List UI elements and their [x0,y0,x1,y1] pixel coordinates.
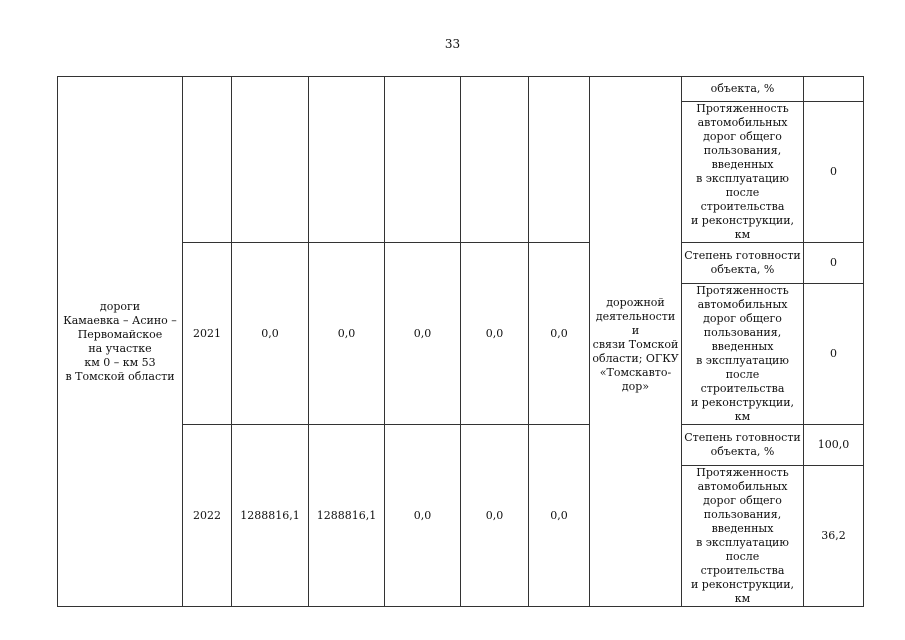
value-cell: 0,0 [461,243,529,425]
indicator-name-line: пользования, [703,144,782,157]
indicator-name-line: введенных [711,340,774,353]
executor-line: дор» [621,379,650,393]
indicator-name-line: после строительства [700,186,785,213]
indicator-name-line: объекта, % [710,82,775,95]
executor-cell [590,77,682,607]
value-cell: 0,0 [385,243,461,425]
indicator-value-cell: 0 [804,284,864,425]
indicator-name-line: введенных [711,158,774,171]
executor-line: области; ОГКУ [592,351,679,365]
indicator-name-line: в эксплуатацию [696,172,789,185]
indicator-name-cell [682,77,804,102]
indicator-value-cell [804,77,864,102]
indicator-name-line: после строительства [700,368,785,395]
indicator-name-cell [682,102,804,243]
value-cell [385,77,461,243]
value-cell: 0,0 [461,425,529,607]
indicator-name-line: и реконструкции, км [690,578,795,605]
page-number: 33 [444,37,461,51]
indicator-name-line: Степень готовности [684,431,801,444]
indicator-name-line: автомобильных [697,298,788,311]
indicator-value-cell: 0 [804,102,864,243]
value-cell: 0,0 [309,243,385,425]
object-name-line: в Томской области [65,369,175,383]
indicator-name-line: автомобильных [697,116,788,129]
indicator-name-line: и реконструкции, км [690,396,795,423]
indicator-name-line: пользования, [703,508,782,521]
indicator-name-cell [682,284,804,425]
indicator-name-cell [682,466,804,607]
executor-line: дорожной [606,295,665,309]
object-name-line: на участке [88,341,152,355]
indicator-name-line: введенных [711,522,774,535]
executor-line: «Томскавто- [599,365,672,379]
object-name-line: Камаевка – Асино – [63,313,177,327]
object-name-line: дороги [99,299,141,313]
program-table [57,76,864,607]
indicator-name-line: пользования, [703,326,782,339]
indicator-name-line: и реконструкции, км [690,214,795,241]
indicator-name-line: дорог общего [703,312,782,325]
indicator-name-line: Степень готовности [684,249,801,262]
value-cell [529,77,590,243]
executor-line: связи Томской [592,337,679,351]
value-cell: 0,0 [385,425,461,607]
value-cell: 0,0 [529,243,590,425]
year-cell: 2022 [183,425,232,607]
indicator-name-line: дорог общего [703,494,782,507]
value-cell: 0,0 [232,243,309,425]
indicator-name-line: Протяженность [696,284,789,297]
indicator-value-cell: 36,2 [804,466,864,607]
year-cell [183,77,232,243]
indicator-name-cell [682,425,804,466]
object-name-line: Первомайское [77,327,163,341]
executor-line: деятельности и [595,309,676,337]
indicator-name-line: автомобильных [697,480,788,493]
indicator-name-line: в эксплуатацию [696,536,789,549]
value-cell [309,77,385,243]
value-cell: 1288816,1 [309,425,385,607]
indicator-value-cell: 100,0 [804,425,864,466]
indicator-name-cell [682,243,804,284]
value-cell: 0,0 [529,425,590,607]
indicator-name-line: Протяженность [696,102,789,115]
value-cell: 1288816,1 [232,425,309,607]
indicator-name-line: Протяженность [696,466,789,479]
indicator-value-cell: 0 [804,243,864,284]
object-name-cell [58,77,183,607]
indicator-name-line: дорог общего [703,130,782,143]
indicator-name-line: в эксплуатацию [696,354,789,367]
indicator-name-line: после строительства [700,550,785,577]
object-name-line: км 0 – км 53 [84,355,156,369]
year-cell: 2021 [183,243,232,425]
indicator-name-line: объекта, % [710,445,775,458]
table-row [58,77,864,102]
value-cell [232,77,309,243]
value-cell [461,77,529,243]
indicator-name-line: объекта, % [710,263,775,276]
